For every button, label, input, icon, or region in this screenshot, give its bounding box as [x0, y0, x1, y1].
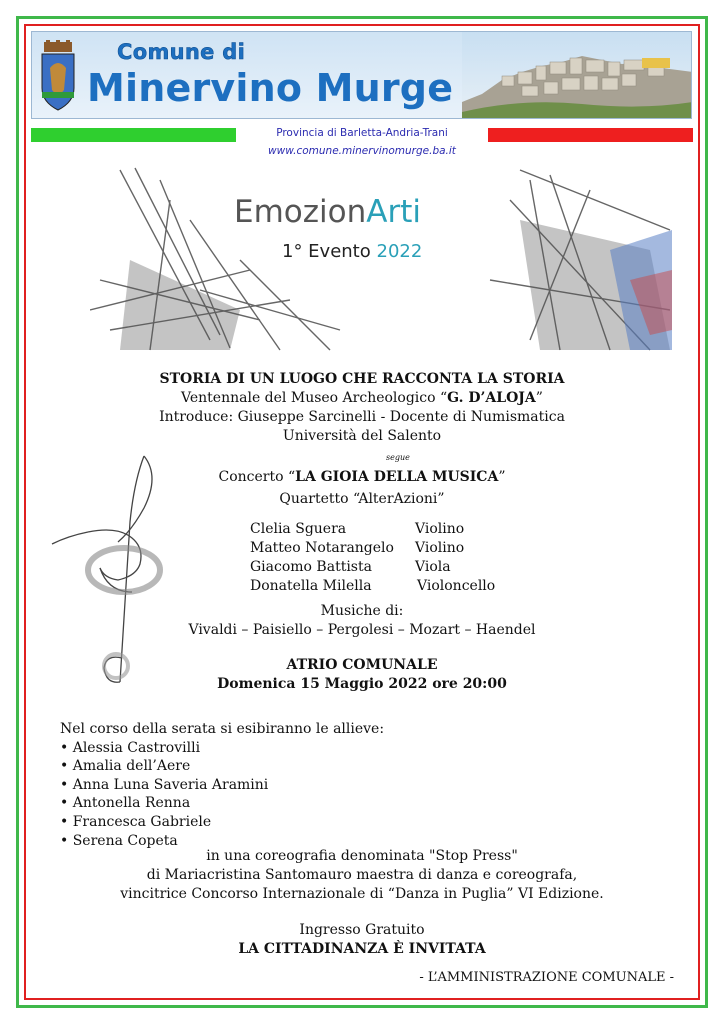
coat-of-arms-icon — [38, 40, 78, 112]
venue-place: ATRIO COMUNALE — [286, 657, 438, 673]
students-list — [60, 720, 384, 850]
students-intro: Nel corso della serata si esibiranno le allieve: — [60, 721, 385, 737]
free-entry: Ingresso Gratuito — [299, 922, 425, 938]
introducer-line: Introduce: Giuseppe Sarcinelli - Docente di Numismatica — [159, 409, 565, 425]
performer-instrument: Violino — [415, 521, 465, 537]
choreography-line: in una coreografia denominata "Stop Press" — [206, 848, 518, 864]
university-line: Università del Salento — [282, 428, 442, 444]
invitation: LA CITTADINANZA È INVITATA — [238, 941, 486, 957]
competition-line: vincitrice Concorso Internazionale di “Danza in Puglia” VI Edizione. — [120, 886, 604, 902]
list-item: • Anna Luna Saveria Aramini — [60, 776, 269, 793]
list-item: • Francesca Gabriele — [60, 813, 212, 830]
list-item: • Antonella Renna — [60, 795, 191, 812]
list-item: • Amalia dell’Aere — [60, 758, 191, 775]
quartet-name: Quartetto “AlterAzioni” — [279, 491, 445, 507]
treble-clef-dancer-drawing — [48, 452, 174, 688]
signature: - L’AMMINISTRAZIONE COMUNALE - — [419, 970, 674, 985]
segue-note: segue — [386, 453, 410, 462]
composers-line: Vivaldi – Paisiello – Pergolesi – Mozart – Haendel — [188, 622, 536, 638]
province-label: Provincia di Barletta-Andria-Trani — [276, 127, 448, 139]
music-by-label: Musiche di: — [320, 603, 404, 619]
event-logo-subtitle: 1° Evento 2022 — [282, 241, 423, 262]
performer-name: Clelia Sguera — [250, 521, 347, 537]
performer-instrument: Viola — [415, 559, 451, 575]
comune-di-label: Comune di — [117, 40, 246, 64]
town-panorama — [462, 32, 692, 119]
performer-name: Matteo Notarangelo — [250, 540, 394, 556]
headline: STORIA DI UN LUOGO CHE RACCONTA LA STORIA — [159, 371, 565, 387]
municipality-header — [31, 31, 692, 119]
performer-name: Giacomo Battista — [250, 559, 372, 575]
flag-stripe-red — [488, 128, 693, 142]
list-item: • Alessia Castrovilli — [60, 739, 201, 756]
performer-instrument: Violoncello — [417, 578, 496, 594]
venue-datetime: Domenica 15 Maggio 2022 ore 20:00 — [217, 676, 507, 692]
concert-title-line: Concerto “LA GIOIA DELLA MUSICA” — [218, 469, 506, 485]
event-logo-title: EmozionArti — [234, 194, 421, 230]
performer-instrument: Violino — [415, 540, 465, 556]
list-item: • Serena Copeta — [60, 832, 178, 849]
museum-line: Ventennale del Museo Archeologico “G. D’ALOJA” — [181, 390, 543, 406]
performer-name: Donatella Milella — [250, 578, 372, 594]
website-link[interactable]: www.comune.minervinomurge.ba.it — [268, 145, 456, 157]
choreographer-line: di Mariacristina Santomauro maestra di danza e coreografa, — [146, 867, 578, 883]
town-name: Minervino Murge — [87, 66, 454, 110]
flag-stripe-green — [31, 128, 236, 142]
